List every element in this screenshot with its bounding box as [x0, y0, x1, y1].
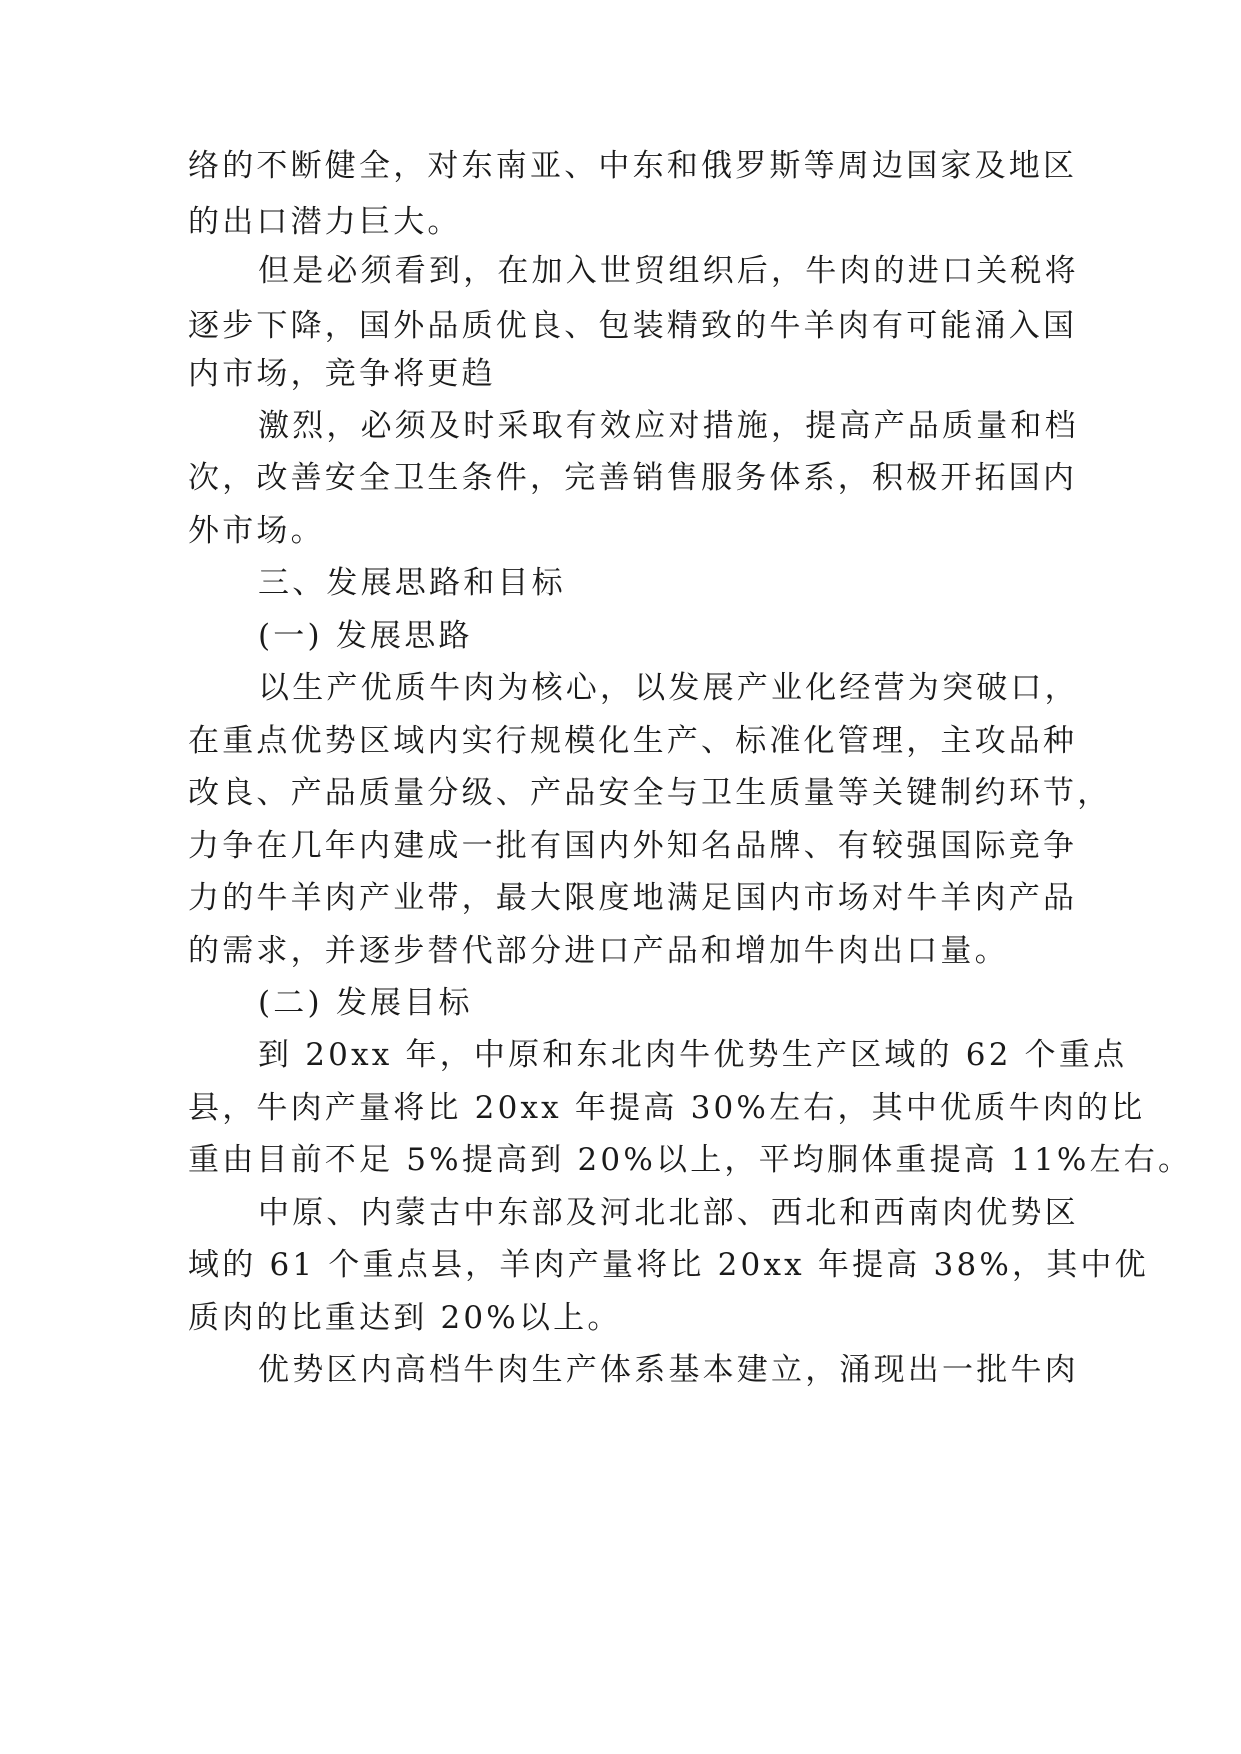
text-line: 外市场。	[188, 513, 325, 549]
text-line: 域的 61 个重点县，羊肉产量将比 20xx 年提高 38%，其中优	[188, 1247, 1149, 1283]
text-line: 力的牛羊肉产业带，最大限度地满足国内市场对牛羊肉产品	[188, 880, 1078, 916]
text-line: 在重点优势区域内实行规模化生产、标准化管理，主攻品种	[188, 723, 1078, 759]
text-line: 逐步下降，国外品质优良、包装精致的牛羊肉有可能涌入国	[188, 308, 1078, 344]
text-line: 的出口潜力巨大。	[188, 204, 462, 240]
subsection-heading: (二) 发展目标	[258, 985, 473, 1021]
paragraph-start-line: 优势区内高档牛肉生产体系基本建立，涌现出一批牛肉	[258, 1352, 1079, 1388]
paragraph-start-line: 以生产优质牛肉为核心，以发展产业化经营为突破口，	[258, 670, 1079, 706]
text-line: 改良、产品质量分级、产品安全与卫生质量等关键制约环节，	[188, 775, 1112, 811]
subsection-heading: (一) 发展思路	[258, 618, 473, 654]
paragraph-start-line: 中原、内蒙古中东部及河北北部、西北和西南肉优势区	[258, 1195, 1079, 1231]
text-line: 的需求，并逐步替代部分进口产品和增加牛肉出口量。	[188, 933, 1009, 969]
paragraph-start-line: 到 20xx 年，中原和东北肉牛优势生产区域的 62 个重点	[258, 1037, 1128, 1073]
text-line: 质肉的比重达到 20%以上。	[188, 1300, 622, 1336]
text-line: 络的不断健全，对东南亚、中东和俄罗斯等周边国家及地区	[188, 148, 1078, 184]
section-heading: 三、发展思路和目标	[258, 565, 566, 601]
paragraph-start-line: 激烈，必须及时采取有效应对措施，提高产品质量和档	[258, 408, 1079, 444]
text-line: 县，牛肉产量将比 20xx 年提高 30%左右，其中优质牛肉的比	[188, 1090, 1146, 1126]
text-line: 力争在几年内建成一批有国内外知名品牌、有较强国际竞争	[188, 828, 1078, 864]
text-line: 内市场，竞争将更趋	[188, 356, 496, 392]
text-line: 重由目前不足 5%提高到 20%以上，平均胴体重提高 11%左右。	[188, 1142, 1193, 1178]
text-line: 次，改善安全卫生条件，完善销售服务体系，积极开拓国内	[188, 460, 1078, 496]
paragraph-start-line: 但是必须看到，在加入世贸组织后，牛肉的进口关税将	[258, 253, 1079, 289]
